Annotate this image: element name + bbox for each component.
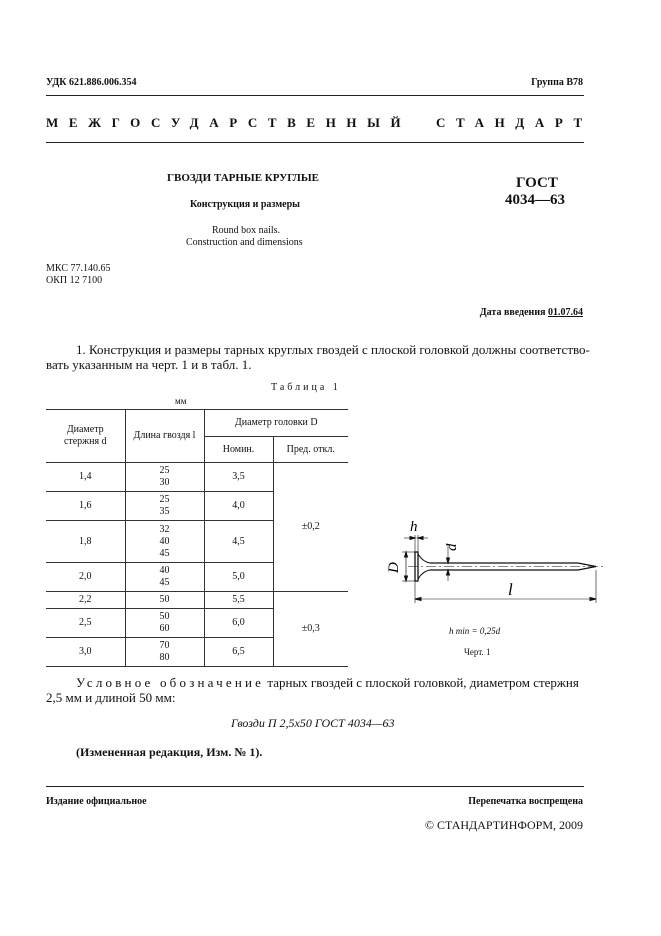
label-d: d	[444, 543, 460, 551]
english-title-line2: Construction and dimensions	[186, 237, 303, 248]
intro-date	[480, 307, 583, 318]
header-nail-length: Длина гвоздя l	[125, 410, 204, 463]
okp-code: ОКП 12 7100	[46, 275, 103, 286]
table-row: 2,2 50 5,5 ±0,3	[46, 592, 348, 609]
designation-line1	[76, 675, 579, 691]
tolerance-group-1: ±0,2	[273, 463, 348, 592]
designation-spaced: Условное обозначение	[76, 675, 265, 690]
header-tolerance: Пред. откл.	[273, 437, 348, 463]
tolerance-group-2: ±0,3	[273, 592, 348, 667]
drawing-caption: Черт. 1	[464, 647, 491, 657]
table-row: 1,8 32 40 45 4,5	[46, 521, 348, 563]
table-1	[46, 409, 348, 667]
label-l: l	[508, 580, 513, 599]
intro-date-label: Дата введения	[479, 307, 546, 318]
gost-number: 4034—63	[505, 192, 565, 208]
amendment-note: (Измененная редакция, Изм. № 1).	[76, 745, 263, 759]
paragraph-1-line1: 1. Конструкция и размеры тарных круглых гвоздей с плоской головкой должны соответство-	[76, 342, 590, 357]
label-D: D	[386, 562, 402, 573]
designation-example: Гвозди П 2,5х50 ГОСТ 4034—63	[231, 716, 395, 730]
banner-rule	[46, 142, 584, 143]
table-row: 2,5 50 60 6,0	[46, 609, 348, 638]
drawing-note: h min = 0,25d	[449, 626, 501, 636]
table-row: 2,0 40 45 5,0	[46, 563, 348, 592]
table-unit: мм	[175, 396, 187, 406]
gost-label: ГОСТ	[516, 175, 558, 191]
banner-standard: СТАНДАРТ	[436, 115, 593, 130]
group-code: Группа В78	[531, 77, 583, 88]
footer-reprint-forbidden: Перепечатка воспрещена	[468, 796, 583, 807]
paragraph-1-line2: вать указанным на черт. 1 и в табл. 1.	[46, 357, 252, 372]
designation-line2: 2,5 мм и длиной 50 мм:	[46, 690, 176, 705]
table-caption: Таблица 1	[271, 382, 341, 393]
nail-drawing	[386, 515, 620, 615]
header-rod-diameter: Диаметр стержня d	[46, 410, 125, 463]
table-row: 1,6 25 35 4,0	[46, 492, 348, 521]
copyright: © СТАНДАРТИНФОРМ, 2009	[424, 818, 583, 832]
table-row: 3,0 70 80 6,5	[46, 638, 348, 667]
header-rule	[46, 95, 584, 96]
banner-interstate: МЕЖГОСУДАРСТВЕННЫЙ	[46, 115, 412, 130]
intro-date-value: 01.07.64	[548, 307, 583, 318]
header-head-diameter: Диаметр головки D	[204, 410, 348, 437]
document-subtitle: Конструкция и размеры	[190, 199, 300, 210]
document-title: ГВОЗДИ ТАРНЫЕ КРУГЛЫЕ	[167, 172, 319, 184]
designation-rest: тарных гвоздей с плоской головкой, диаметром стержня	[267, 675, 579, 690]
label-h: h	[410, 519, 418, 535]
footer-rule	[46, 786, 584, 787]
table-row: 1,4 25 30 3,5 ±0,2	[46, 463, 348, 492]
mks-code: МКС 77.140.65	[46, 263, 111, 274]
udk-code: УДК 621.886.006.354	[46, 77, 137, 88]
english-title-line1: Round box nails.	[212, 225, 281, 236]
header-nominal: Номин.	[204, 437, 273, 463]
footer-official-edition: Издание официальное	[46, 796, 147, 807]
